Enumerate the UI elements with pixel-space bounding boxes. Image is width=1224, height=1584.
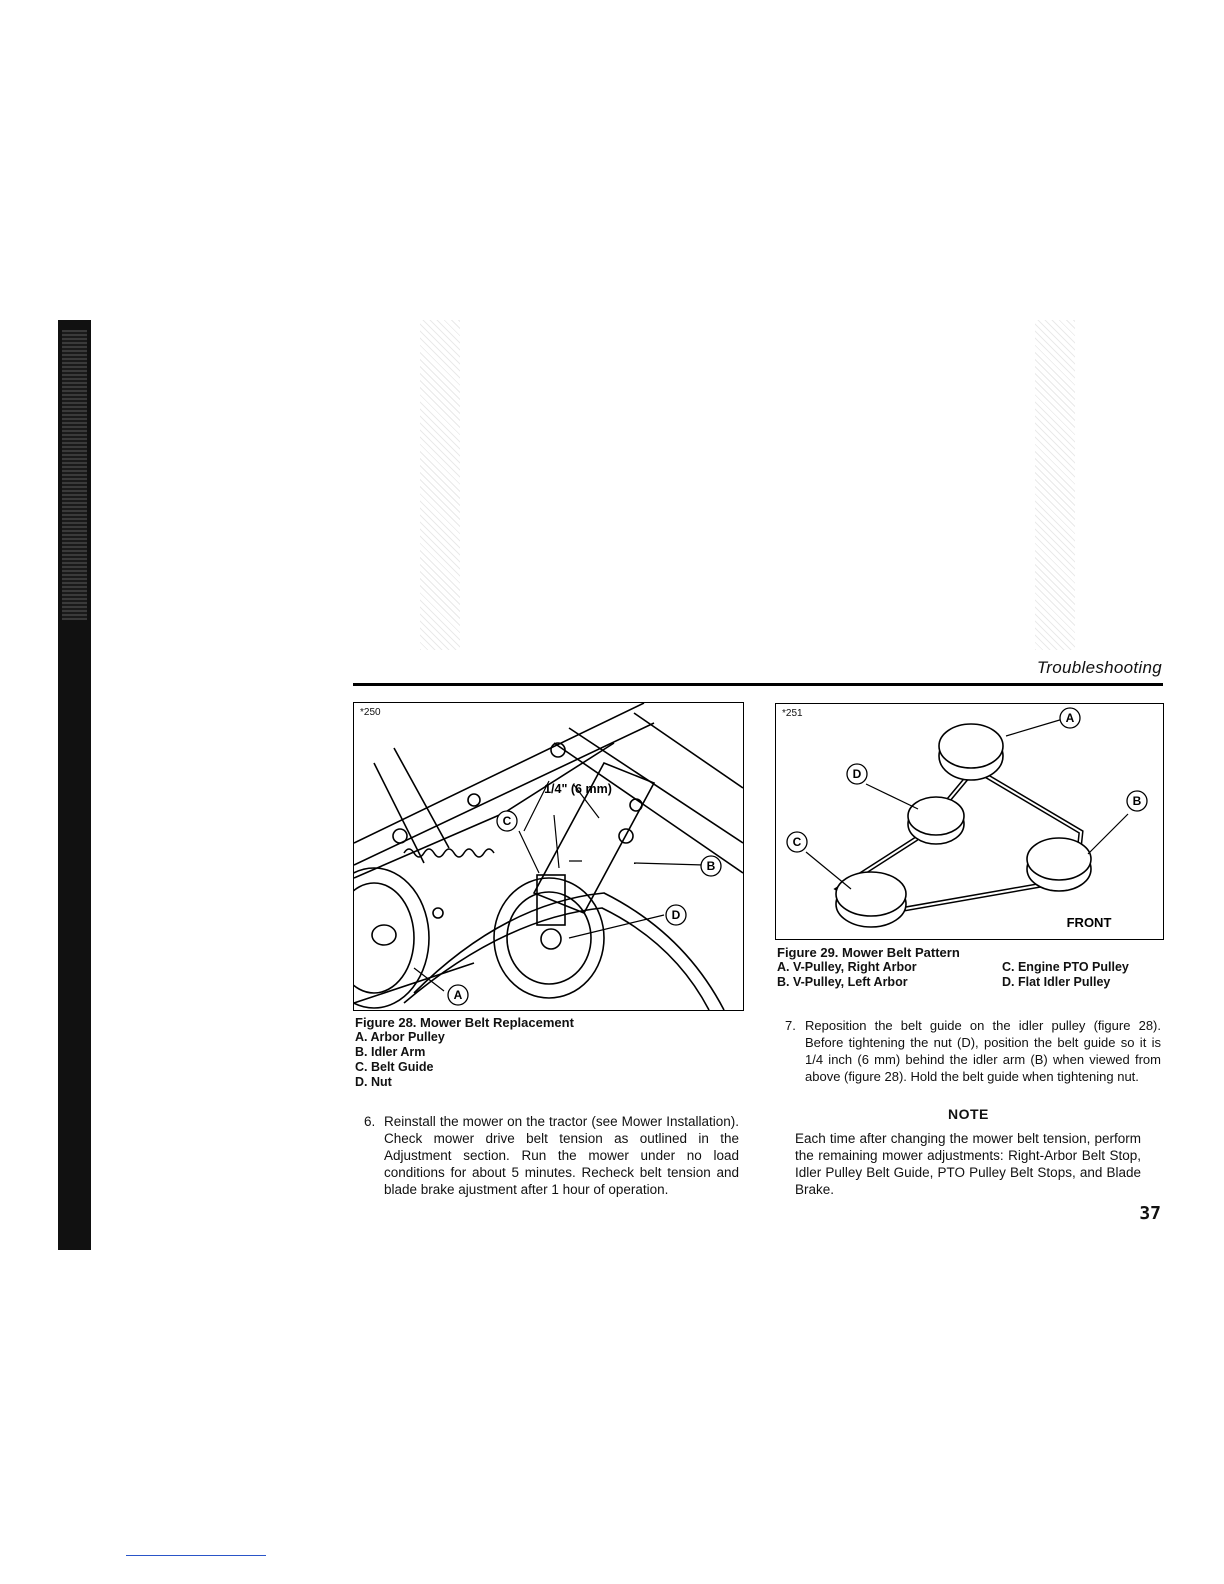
step-7 bbox=[785, 1017, 1161, 1085]
caption-item: B. Idler Arm bbox=[355, 1045, 426, 1059]
caption-column-right bbox=[1002, 960, 1162, 990]
step-number: 7. bbox=[785, 1018, 796, 1033]
section-title: Troubleshooting bbox=[1036, 658, 1162, 677]
callout-d-label: D bbox=[671, 908, 681, 922]
callout-b-label: B bbox=[706, 859, 716, 873]
figure-28-illustration bbox=[353, 702, 744, 1011]
binding-texture bbox=[62, 330, 87, 620]
note-text: Each time after changing the mower belt tension, perform the remaining mower adjustments: Right-Arbor Belt Stop, Idler Pulley Belt Guide, PTO Pulley Belt Stops, and Blade Brake. bbox=[795, 1131, 1141, 1197]
caption-column-left bbox=[777, 960, 917, 990]
page-number: 37 bbox=[1139, 1203, 1161, 1224]
dimension-label: 1/4" (6 mm) bbox=[544, 782, 612, 796]
step-number: 6. bbox=[364, 1114, 376, 1129]
figure-29-caption bbox=[777, 945, 1162, 990]
figure-29-number: *251 bbox=[782, 708, 803, 719]
figure-28-number: *250 bbox=[360, 707, 381, 718]
bottom-line bbox=[126, 1555, 266, 1556]
caption-item: B. V-Pulley, Left Arbor bbox=[777, 975, 908, 989]
figure-28-caption-title: Figure 28. Mower Belt Replacement bbox=[355, 1015, 574, 1030]
caption-item: D. Flat Idler Pulley bbox=[1002, 975, 1111, 989]
caption-item: D. Nut bbox=[355, 1075, 392, 1089]
callout-b-label: B bbox=[1132, 794, 1142, 808]
figure-28-drawing bbox=[354, 703, 743, 1010]
caption-item: C. Engine PTO Pulley bbox=[1002, 960, 1129, 974]
callout-d-label: D bbox=[852, 767, 862, 781]
step-text: Reinstall the mower on the tractor (see Mower Installation). Check mower drive belt tension as outlined in the Adjustment section. Run the mower under no load conditions for about 5 minutes. Recheck belt tension and blade brake ajustment after 1 hour of operation. bbox=[384, 1114, 739, 1197]
note-heading: NOTE bbox=[948, 1106, 989, 1122]
figure-29-caption-title: Figure 29. Mower Belt Pattern bbox=[777, 945, 960, 960]
callout-c-label: C bbox=[502, 814, 512, 828]
scan-speckle bbox=[1035, 320, 1075, 650]
figure-29-illustration bbox=[775, 703, 1164, 940]
caption-item: A. Arbor Pulley bbox=[355, 1030, 445, 1044]
header-rule bbox=[353, 683, 1163, 686]
scan-speckle bbox=[420, 320, 460, 650]
step-6 bbox=[364, 1113, 739, 1198]
callout-a-label: A bbox=[1065, 711, 1075, 725]
callout-c-label: C bbox=[792, 835, 802, 849]
caption-item: A. V-Pulley, Right Arbor bbox=[777, 960, 917, 974]
figure-29-drawing bbox=[776, 704, 1163, 939]
callout-a-label: A bbox=[453, 988, 463, 1002]
step-text: Reposition the belt guide on the idler pulley (figure 28). Before tightening the nut (D), position the belt guide so it is 1/4 inch (6 mm) behind the idler arm (B) when viewed from above (figure 28). Hold the belt guide when tightening nut. bbox=[805, 1018, 1161, 1084]
caption-item: C. Belt Guide bbox=[355, 1060, 434, 1074]
figure-28-caption bbox=[355, 1015, 574, 1090]
front-label: FRONT bbox=[1066, 915, 1112, 930]
